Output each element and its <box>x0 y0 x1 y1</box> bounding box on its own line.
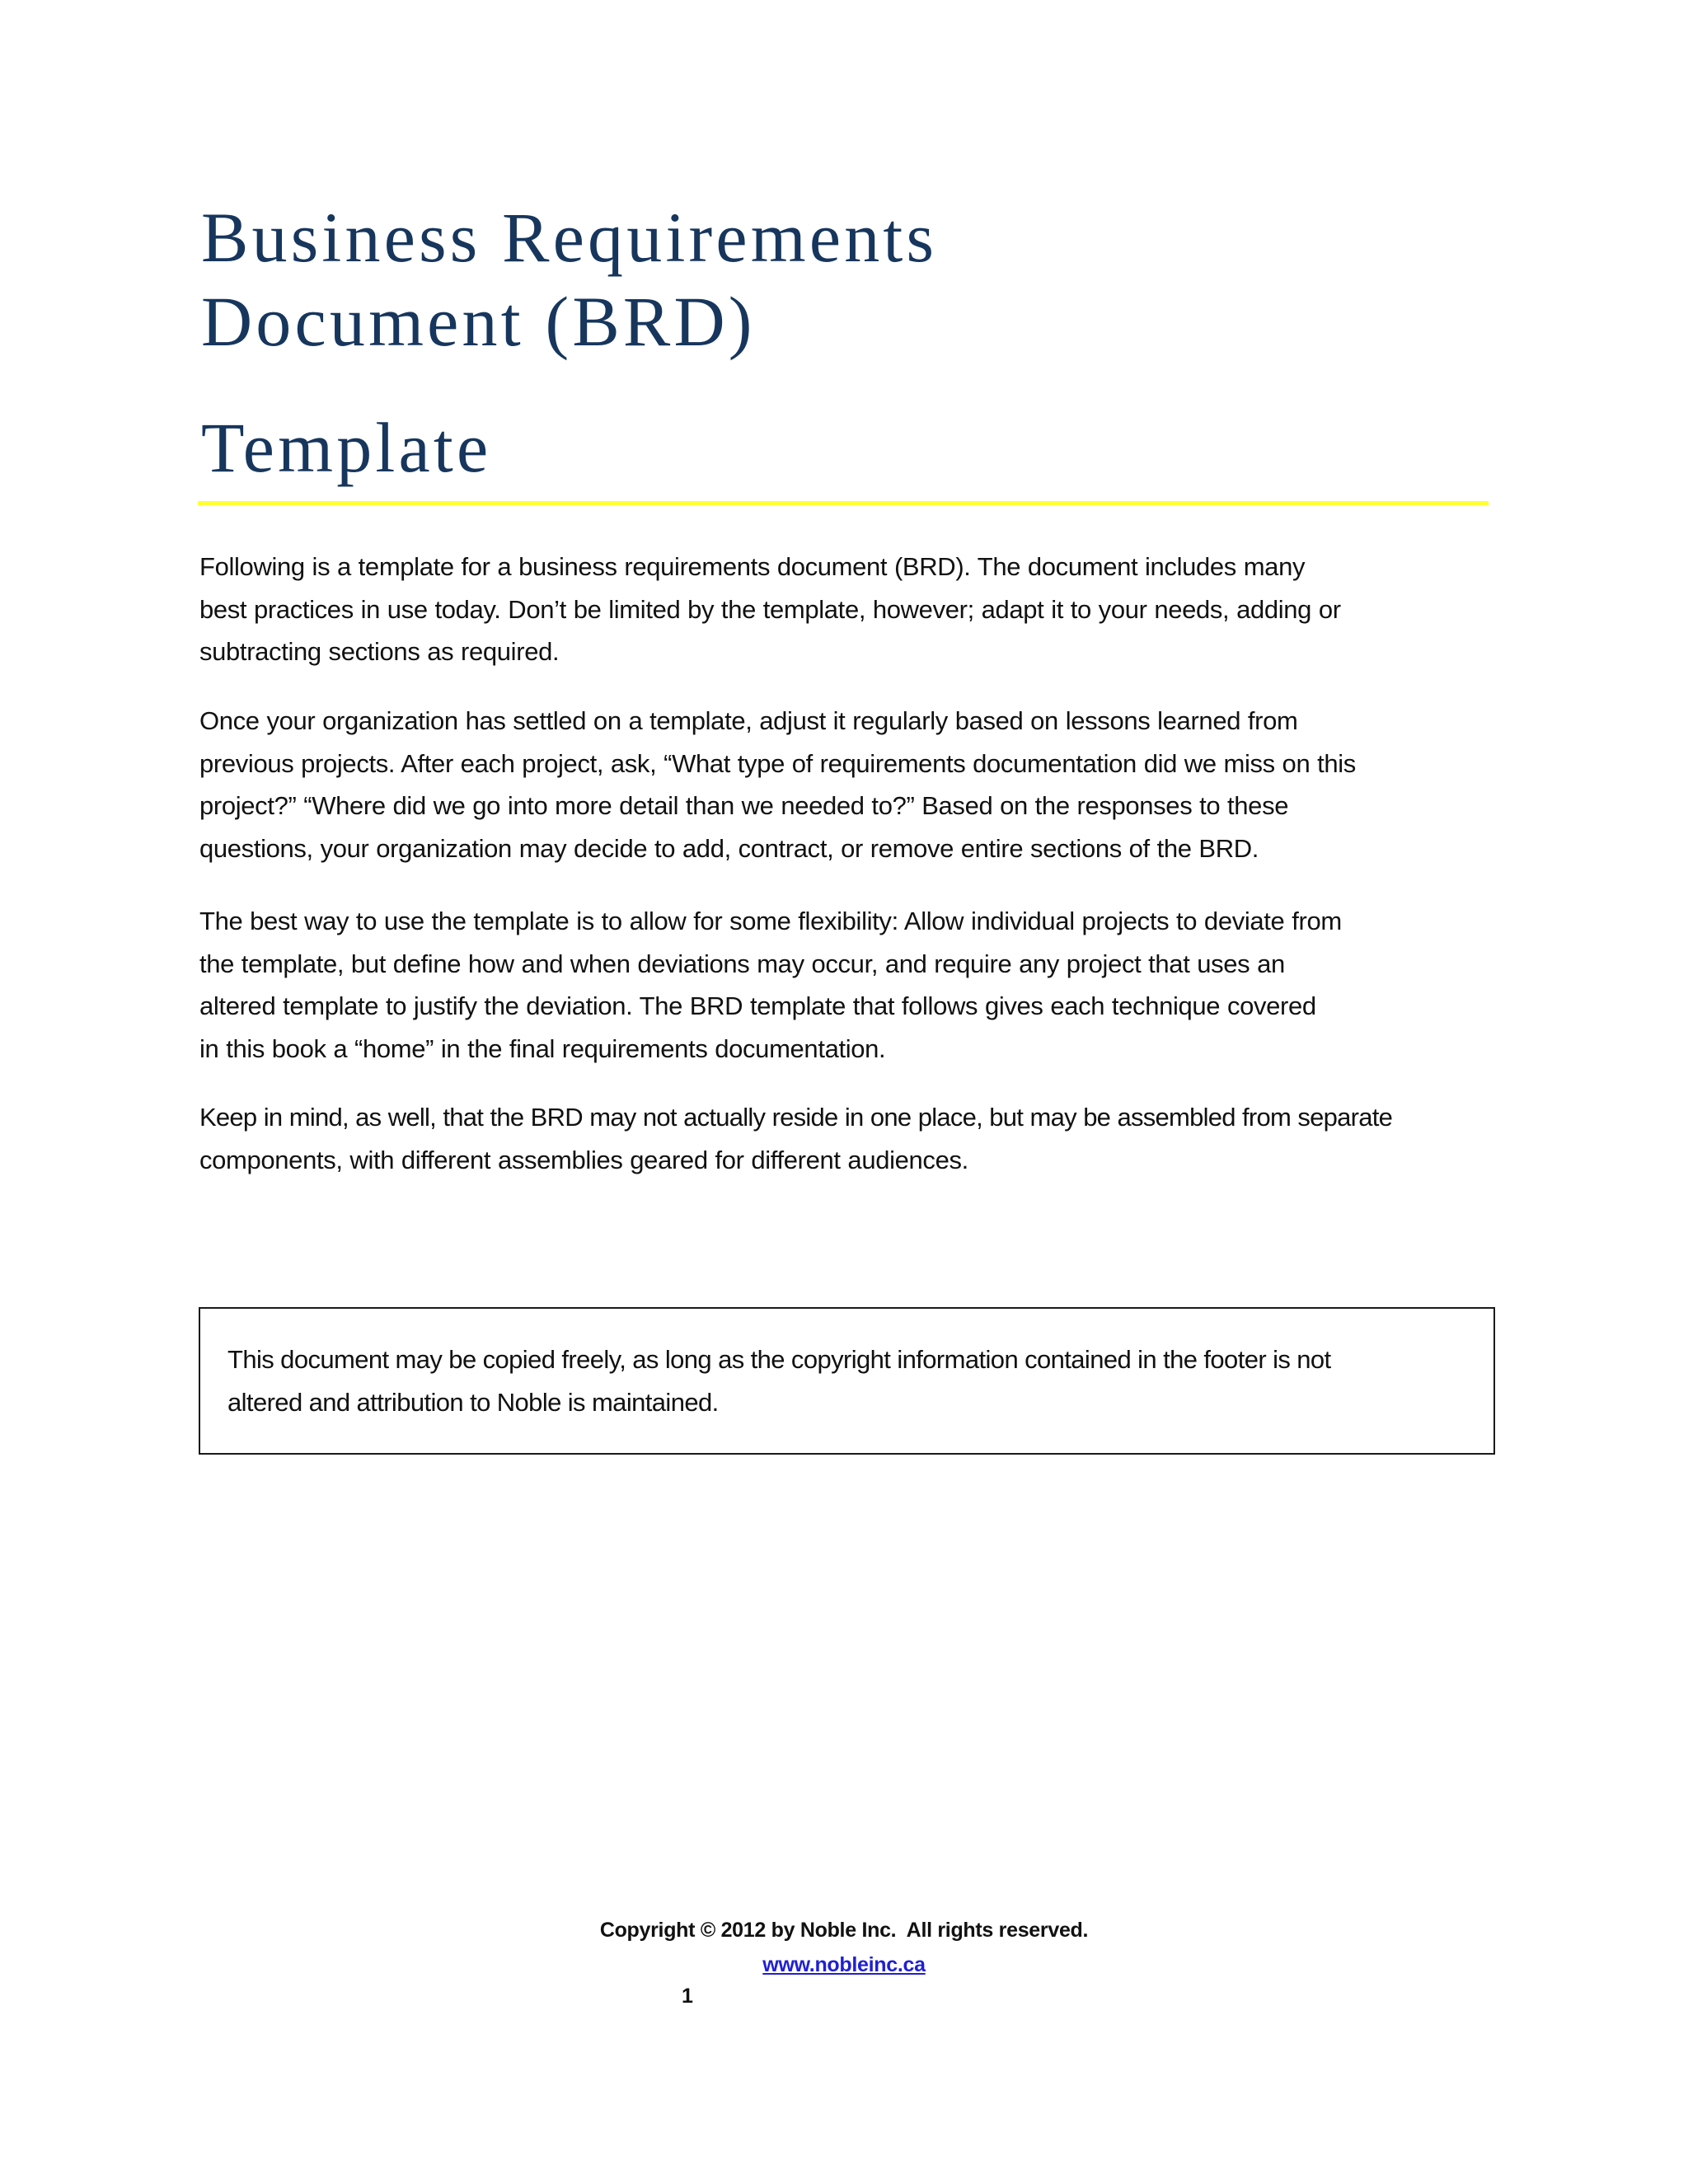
paragraph-line: in this book a “home” in the final requirements documentation. <box>199 1033 886 1063</box>
paragraph-line: previous projects. After each project, ask, “What type of requirements documentation did we miss on this <box>199 748 1356 778</box>
paragraph-line: project?” “Where did we go into more detail than we needed to?” Based on the responses to these <box>199 791 1289 820</box>
page-number: 1 <box>682 1985 693 2008</box>
notice-line: altered and attribution to Noble is maintained. <box>227 1387 719 1417</box>
footer-link-container <box>0 1953 1688 1977</box>
document-title-line-3: Template <box>201 408 492 487</box>
paragraph-line: Keep in mind, as well, that the BRD may not actually reside in one place, but may be assembled from separate <box>199 1103 1393 1132</box>
notice-line: This document may be copied freely, as long as the copyright information contained in the footer is not <box>227 1345 1331 1374</box>
paragraph-line: The best way to use the template is to allow for some flexibility: Allow individual projects to deviate from <box>199 907 1342 935</box>
footer-copyright: Copyright © 2012 by Noble Inc. All rights reserved. <box>599 1919 1089 1942</box>
paragraph-line: subtracting sections as required. <box>199 637 560 666</box>
lessons-learned-paragraph <box>199 700 1502 869</box>
website-link[interactable]: www.nobleinc.ca <box>762 1953 926 1976</box>
paragraph-line: questions, your organization may decide to add, contract, or remove entire sections of the BRD. <box>199 833 1259 863</box>
document-title-line-1: Business Requirements <box>201 198 938 277</box>
copyright-notice-box <box>199 1307 1495 1455</box>
flexibility-paragraph <box>199 900 1502 1070</box>
paragraph-line: the template, but define how and when deviations may occur, and require any project that uses an <box>199 949 1285 978</box>
copyright-notice-text <box>227 1338 1331 1423</box>
paragraph-line: Following is a template for a business requirements document (BRD). The document includes many <box>199 552 1306 581</box>
assembly-paragraph <box>199 1096 1502 1181</box>
paragraph-line: best practices in use today. Don’t be limited by the template, however; adapt it to your needs, adding or <box>199 594 1341 624</box>
paragraph-line: altered template to justify the deviation. The BRD template that follows gives each technique covered <box>199 991 1316 1020</box>
intro-paragraph <box>199 546 1502 673</box>
paragraph-line: components, with different assemblies geared for different audiences. <box>199 1145 968 1174</box>
document-title-line-2: Document (BRD) <box>201 282 756 361</box>
paragraph-line: Once your organization has settled on a template, adjust it regularly based on lessons learned from <box>199 706 1298 735</box>
title-underline-rule <box>198 501 1489 505</box>
